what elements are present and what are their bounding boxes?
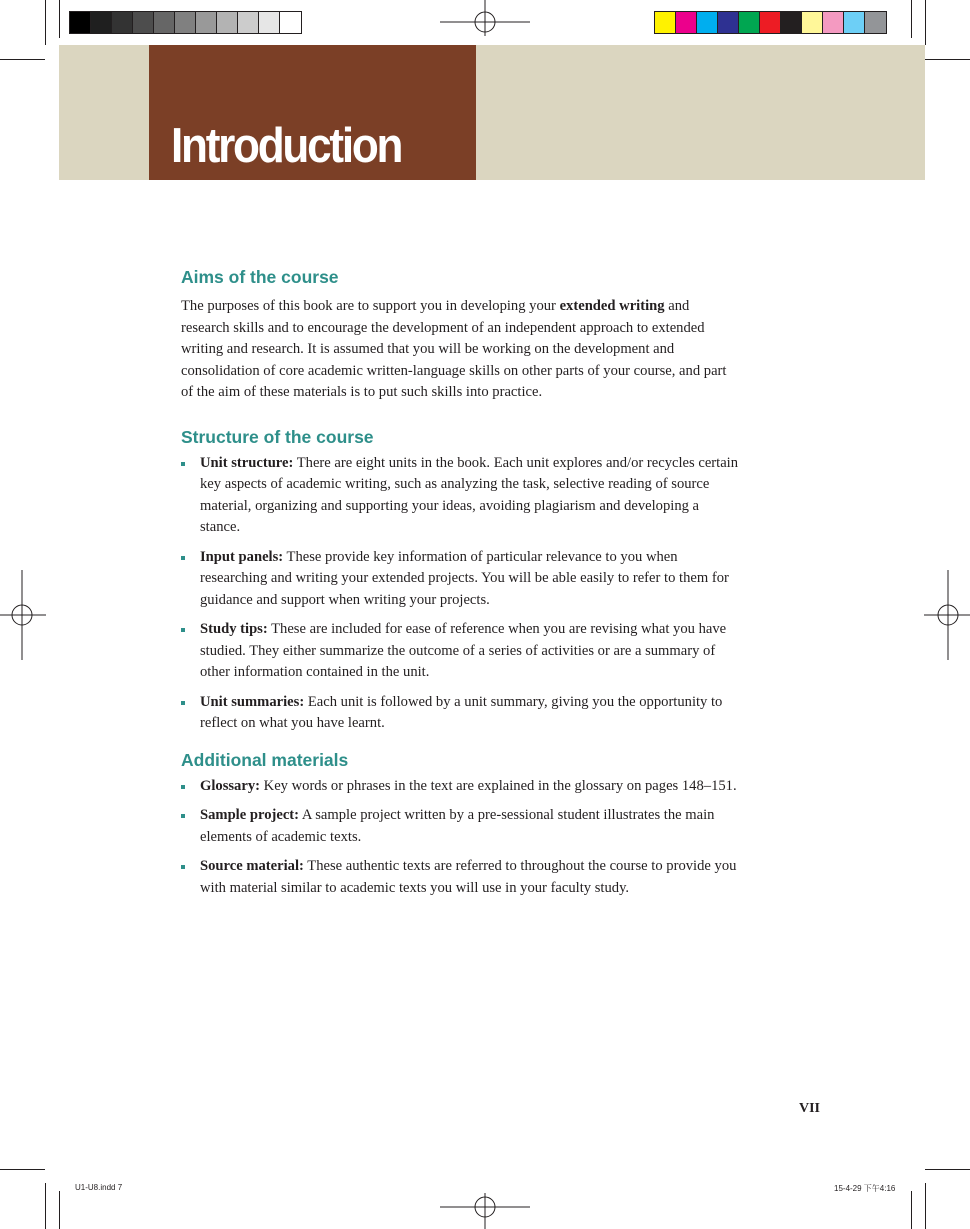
crop-mark (911, 0, 912, 38)
color-swatch (280, 12, 301, 33)
item-term: Sample project: (200, 807, 300, 823)
item-text: A sample project written by a pre-sessional student illustrates the main elements of academic texts. (200, 807, 715, 845)
color-swatch (844, 12, 865, 33)
section-structure (181, 425, 741, 735)
crop-mark (925, 0, 926, 45)
registration-mark-icon (924, 570, 970, 660)
page-title: Introduction (171, 119, 402, 173)
crop-mark (45, 0, 46, 45)
list-item (181, 619, 741, 684)
section-heading: Aims of the course (181, 267, 339, 287)
color-swatch (133, 12, 154, 33)
slug-timestamp: 15-4-29 下午4:16 (834, 1184, 896, 1193)
color-swatch (196, 12, 217, 33)
color-swatch (697, 12, 718, 33)
bullet-list (181, 453, 741, 735)
color-swatch (154, 12, 175, 33)
item-text: These authentic texts are referred to throughout the course to provide you with material similar to academic texts you will use in your faculty study. (200, 858, 737, 896)
registration-mark-icon (440, 0, 530, 36)
bullet-icon (181, 865, 185, 869)
bullet-list (181, 776, 741, 900)
list-item (181, 547, 741, 612)
crop-mark (911, 1191, 912, 1229)
color-swatch (739, 12, 760, 33)
list-item (181, 692, 741, 735)
item-term: Source material: (200, 858, 304, 874)
color-swatch (112, 12, 133, 33)
color-swatch (781, 12, 802, 33)
main-content (181, 265, 741, 907)
color-swatch (760, 12, 781, 33)
bullet-icon (181, 814, 185, 818)
grayscale-color-bar (69, 11, 302, 34)
color-swatch (655, 12, 676, 33)
page-number: VII (799, 1101, 821, 1116)
color-swatch (91, 12, 112, 33)
registration-mark-icon (440, 1193, 530, 1229)
section-paragraph (181, 296, 741, 404)
bullet-icon (181, 628, 185, 632)
crop-mark (0, 59, 45, 60)
bullet-icon (181, 701, 185, 705)
registration-mark-icon (0, 570, 46, 660)
item-term: Glossary: (200, 777, 260, 794)
bullet-icon (181, 785, 185, 789)
color-swatch (238, 12, 259, 33)
color-swatch (823, 12, 844, 33)
item-term: Study tips: (200, 621, 268, 637)
crop-mark (0, 1169, 45, 1170)
list-item (181, 856, 741, 899)
bullet-icon (181, 462, 185, 466)
list-item (181, 453, 741, 539)
title-block (149, 45, 476, 180)
section-heading: Structure of the course (181, 426, 374, 447)
slug-file-info: U1-U8.indd 7 (75, 1183, 123, 1192)
paragraph-text: and research skills and to encourage the development of an independent approach to extended writing and research. It is assumed that you will be working on the development and consolidation of core academic written-language skills on other parts of your course, and part of the aim of these materials is to put such skills into practice. (181, 298, 727, 400)
item-text: There are eight units in the book. Each unit explores and/or recycles certain key aspects of academic writing, such as analyzing the task, selective reading of source material, organizing and supporting your ideas, avoiding plagiarism and developing a stance. (200, 454, 739, 535)
item-term: Input panels: (200, 548, 284, 565)
item-term: Unit structure: (200, 454, 294, 471)
section-heading: Additional materials (181, 749, 349, 770)
paragraph-text: The purposes of this book are to support you in developing your (181, 298, 560, 314)
list-item (181, 776, 741, 798)
paragraph-bold-text: extended writing (559, 298, 665, 314)
crop-mark (925, 1183, 926, 1229)
color-swatch (718, 12, 739, 33)
item-text: These are included for ease of reference when you are revising what you have studied. They either summarize the outcome of a series of activities or are a summary of other information contained in the unit. (200, 621, 727, 680)
item-term: Unit summaries: (200, 693, 305, 710)
bullet-icon (181, 556, 185, 560)
color-swatch (175, 12, 196, 33)
item-text: Key words or phrases in the text are explained in the glossary on pages 148–151. (260, 777, 737, 794)
section-additional (181, 748, 741, 900)
color-swatch (217, 12, 238, 33)
color-swatch (259, 12, 280, 33)
list-item (181, 805, 741, 848)
crop-mark (59, 1191, 60, 1229)
color-swatch (802, 12, 823, 33)
crop-mark (925, 59, 970, 60)
item-text: Each unit is followed by a unit summary, giving you the opportunity to reflect on what you have learnt. (200, 693, 723, 731)
item-text: These provide key information of particular relevance to you when researching and writing your extended projects. You will be able easily to refer to them for guidance and support when writing your projects. (200, 548, 729, 608)
color-swatch (70, 12, 91, 33)
color-swatch (865, 12, 886, 33)
process-color-bar (654, 11, 887, 34)
color-swatch (676, 12, 697, 33)
section-aims (181, 265, 741, 404)
crop-mark (45, 1183, 46, 1229)
crop-mark (925, 1169, 970, 1170)
crop-mark (59, 0, 60, 38)
